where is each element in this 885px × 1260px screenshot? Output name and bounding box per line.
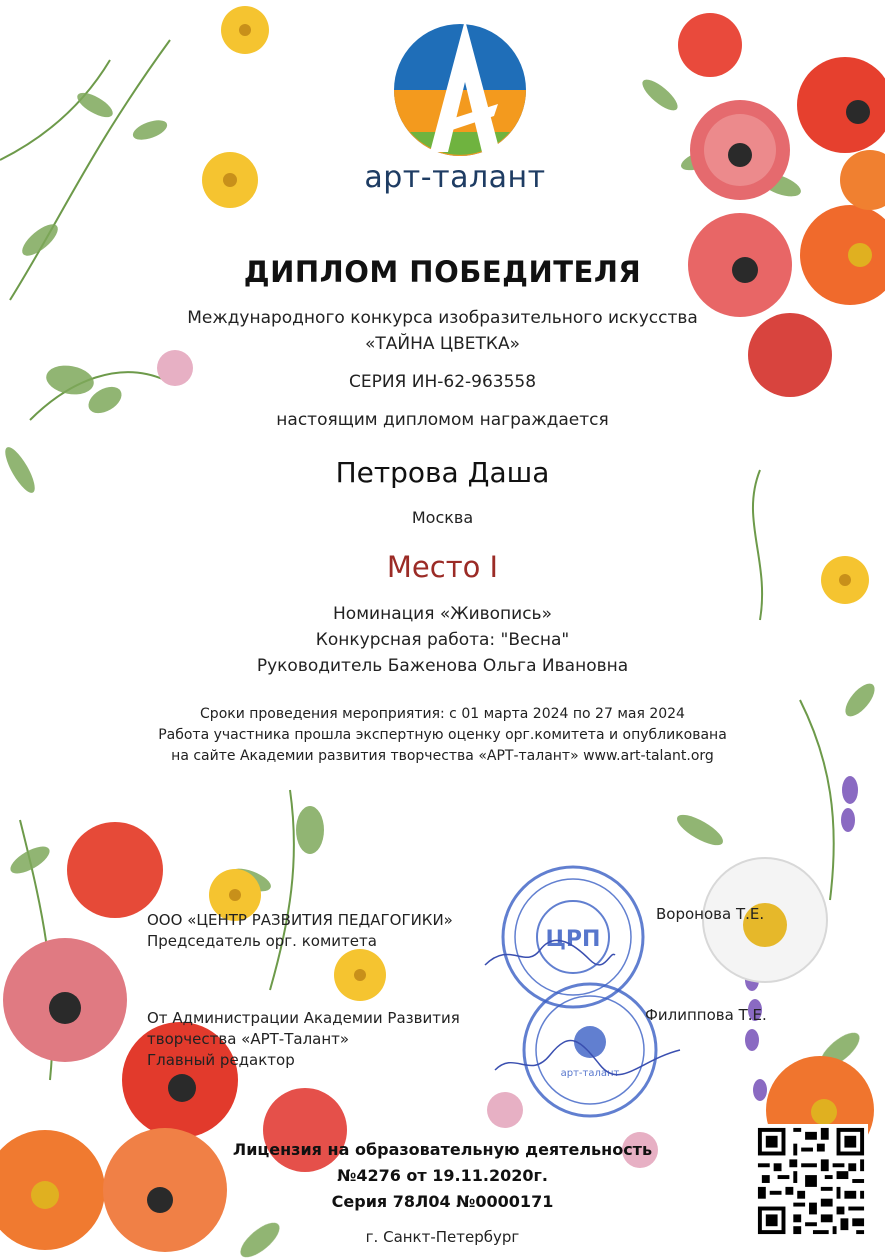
svg-text:арт-талант: арт-талант: [560, 1068, 620, 1079]
contest-work: Конкурсная работа: "Весна": [315, 630, 570, 650]
logo-wordmark: арт-талант: [364, 160, 546, 195]
series-number: СЕРИЯ ИН-62-963558: [348, 372, 537, 392]
license-line-2: №4276 от 19.11.2020г.: [337, 1166, 548, 1185]
review-line-1: Работа участника прошла экспертную оценку орг.комитета и опубликована: [158, 727, 727, 743]
signature-filippova-icon: [490, 1030, 690, 1090]
contest-line-1: Международного конкурса изобразительного искусства: [187, 308, 698, 328]
signature-voronova-icon: [480, 930, 620, 980]
qr-code-icon[interactable]: [754, 1124, 868, 1238]
org-role: Председатель орг. комитета: [147, 932, 377, 950]
org-signer: Воронова Т.Е.: [656, 905, 765, 923]
academy-line-2: творчества «АРТ-Талант»: [147, 1030, 350, 1048]
academy-line-1: От Администрации Академии Развития: [147, 1009, 460, 1027]
academy-signature-block: [147, 1008, 460, 1071]
license-line-1: Лицензия на образовательную деятельность: [232, 1140, 653, 1159]
footer-city: г. Санкт-Петербург: [365, 1228, 520, 1246]
license-block: [0, 1137, 885, 1215]
org-name: ООО «ЦЕНТР РАЗВИТИЯ ПЕДАГОГИКИ»: [147, 911, 453, 929]
nomination: Номинация «Живопись»: [333, 604, 552, 624]
academy-role: Главный редактор: [147, 1051, 295, 1069]
review-line-2: на сайте Академии развития творчества «АРТ-талант» www.art-talant.org: [171, 748, 714, 764]
license-line-3: Серия 78Л04 №0000171: [331, 1192, 554, 1211]
contest-line-2: «ТАЙНА ЦВЕТКА»: [364, 334, 521, 354]
place-award: Место I: [386, 550, 499, 584]
supervisor: Руководитель Баженова Ольга Ивановна: [256, 656, 629, 676]
awarded-text: настоящим дипломом награждается: [276, 410, 609, 430]
recipient-name: Петрова Даша: [335, 456, 550, 489]
svg-text:ЦРП: ЦРП: [545, 927, 601, 952]
org-signature-block: [147, 910, 453, 952]
recipient-city: Москва: [411, 508, 474, 527]
academy-signer: Филиппова Т.Е.: [645, 1006, 767, 1024]
diploma-title: ДИПЛОМ ПОБЕДИТЕЛЯ: [243, 255, 642, 289]
event-dates: Сроки проведения мероприятия: с 01 марта 2024 по 27 мая 2024: [200, 706, 685, 722]
